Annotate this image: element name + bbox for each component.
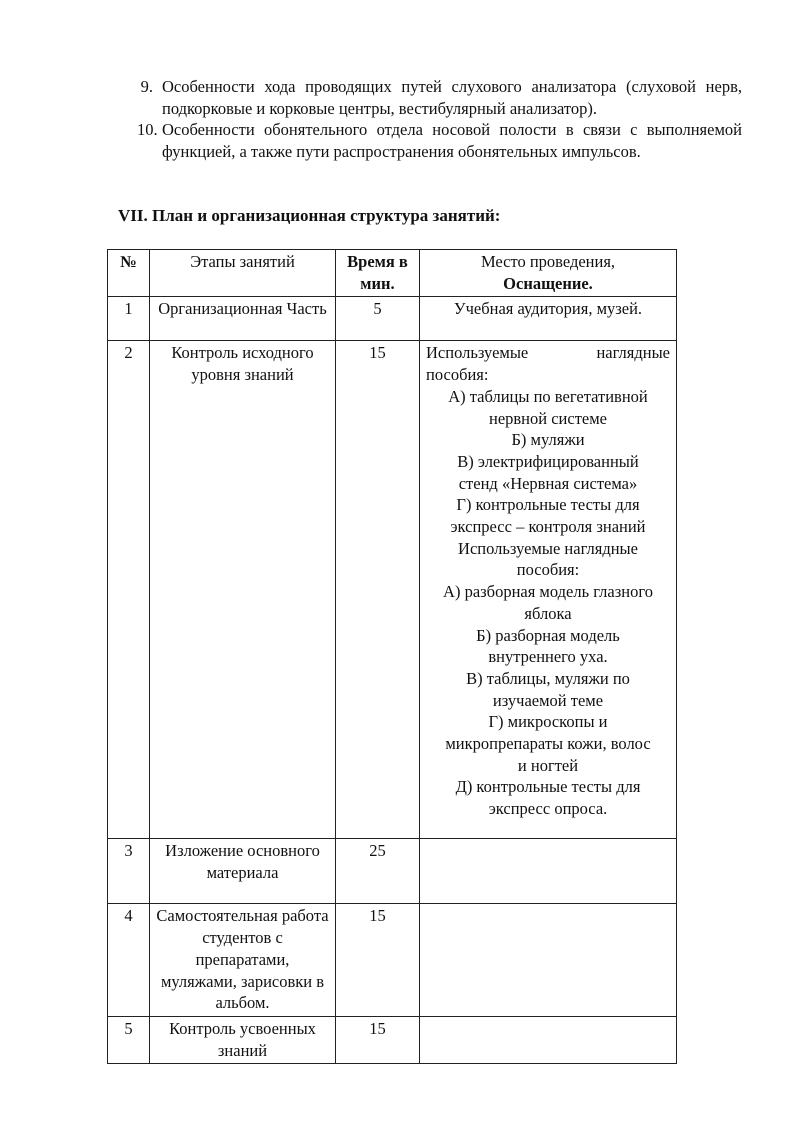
cell-place-line: стенд «Нервная система»: [458, 473, 638, 493]
cell-place-first-line: [426, 342, 670, 364]
cell-time: 15: [336, 341, 420, 839]
cell-stage: Контроль усвоенных знаний: [150, 1016, 336, 1063]
cell-place: [420, 904, 677, 1017]
cell-num: 2: [108, 341, 150, 839]
numbered-list: [110, 76, 742, 163]
cell-stage: Изложение основного материала: [150, 839, 336, 904]
cell-time: 5: [336, 297, 420, 341]
cell-place-line: А) разборная модель глазного: [443, 582, 653, 602]
list-item-number: 10.: [137, 120, 158, 140]
table-row: [108, 297, 677, 341]
table-row: [108, 341, 677, 839]
list-item-text: Особенности обонятельного отдела носовой полости в связи с выполняемой функцией, а также пути распространения обонятельных импульсов.: [162, 120, 742, 162]
cell-place-line: микропрепараты кожи, волос: [445, 734, 651, 754]
cell-place-line: нервной системе: [488, 408, 607, 428]
cell-place-line: В) электрифицированный: [457, 451, 639, 471]
header-num: №: [108, 250, 150, 297]
cell-place-line: А) таблицы по вегетативной: [448, 386, 648, 406]
cell-place-line: Учебная аудитория, музей.: [453, 299, 643, 319]
cell-place-line: пособия:: [426, 365, 489, 385]
cell-stage: Контроль исходного уровня знаний: [150, 341, 336, 839]
cell-place-line: Б) разборная модель: [476, 625, 620, 645]
cell-place-line: пособия:: [516, 560, 580, 580]
table-row: [108, 1016, 677, 1063]
list-item-number: 9.: [140, 77, 153, 96]
cell-stage: Организационная Часть: [150, 297, 336, 341]
cell-place: [420, 341, 677, 839]
cell-place-line: экспресс – контроля знаний: [450, 517, 646, 537]
header-place: [420, 250, 677, 297]
cell-time: 15: [336, 1016, 420, 1063]
header-place-line2: Оснащение.: [503, 273, 593, 293]
cell-place-line: Г) микроскопы и: [488, 712, 608, 732]
table-row: [108, 839, 677, 904]
cell-place-line: внутреннего уха.: [488, 647, 608, 667]
list-item-text: Особенности хода проводящих путей слухового анализатора (слуховой нерв, подкорковые и корковые центры, вестибулярный анализатор).: [162, 77, 742, 118]
cell-num: 3: [108, 839, 150, 904]
cell-place-line: яблока: [524, 603, 572, 623]
cell-place-line: и ногтей: [517, 755, 579, 775]
cell-num: 1: [108, 297, 150, 341]
list-item: [110, 76, 742, 119]
cell-time: 15: [336, 904, 420, 1017]
cell-place-line: Г) контрольные тесты для: [456, 495, 640, 515]
cell-place: [420, 297, 677, 341]
cell-num: 4: [108, 904, 150, 1017]
header-place-line1: Место проведения,: [480, 252, 616, 271]
cell-place: [420, 1016, 677, 1063]
cell-place-line: изучаемой теме: [492, 690, 604, 710]
table-row: [108, 904, 677, 1017]
cell-place-line: экспресс опроса.: [488, 799, 608, 819]
cell-place-first-left: Используемые: [426, 343, 529, 363]
table-header-row: [108, 250, 677, 297]
section-heading: VII. План и организационная структура занятий:: [118, 206, 501, 225]
list-item: [110, 119, 742, 162]
cell-num: 5: [108, 1016, 150, 1063]
cell-place: [420, 839, 677, 904]
plan-table: [107, 249, 677, 1064]
cell-stage: Самостоятельная работа студентов с препаратами, муляжами, зарисовки в альбом.: [150, 904, 336, 1017]
header-stage: Этапы занятий: [150, 250, 336, 297]
cell-place-line: В) таблицы, муляжи по: [466, 668, 630, 688]
cell-place-line: Используемые наглядные: [458, 538, 638, 558]
cell-time: 25: [336, 839, 420, 904]
cell-place-line: Д) контрольные тесты для: [455, 777, 641, 797]
header-time: Время в мин.: [336, 250, 420, 297]
cell-place-line: Б) муляжи: [511, 430, 585, 450]
cell-place-first-right: наглядные: [596, 343, 670, 363]
